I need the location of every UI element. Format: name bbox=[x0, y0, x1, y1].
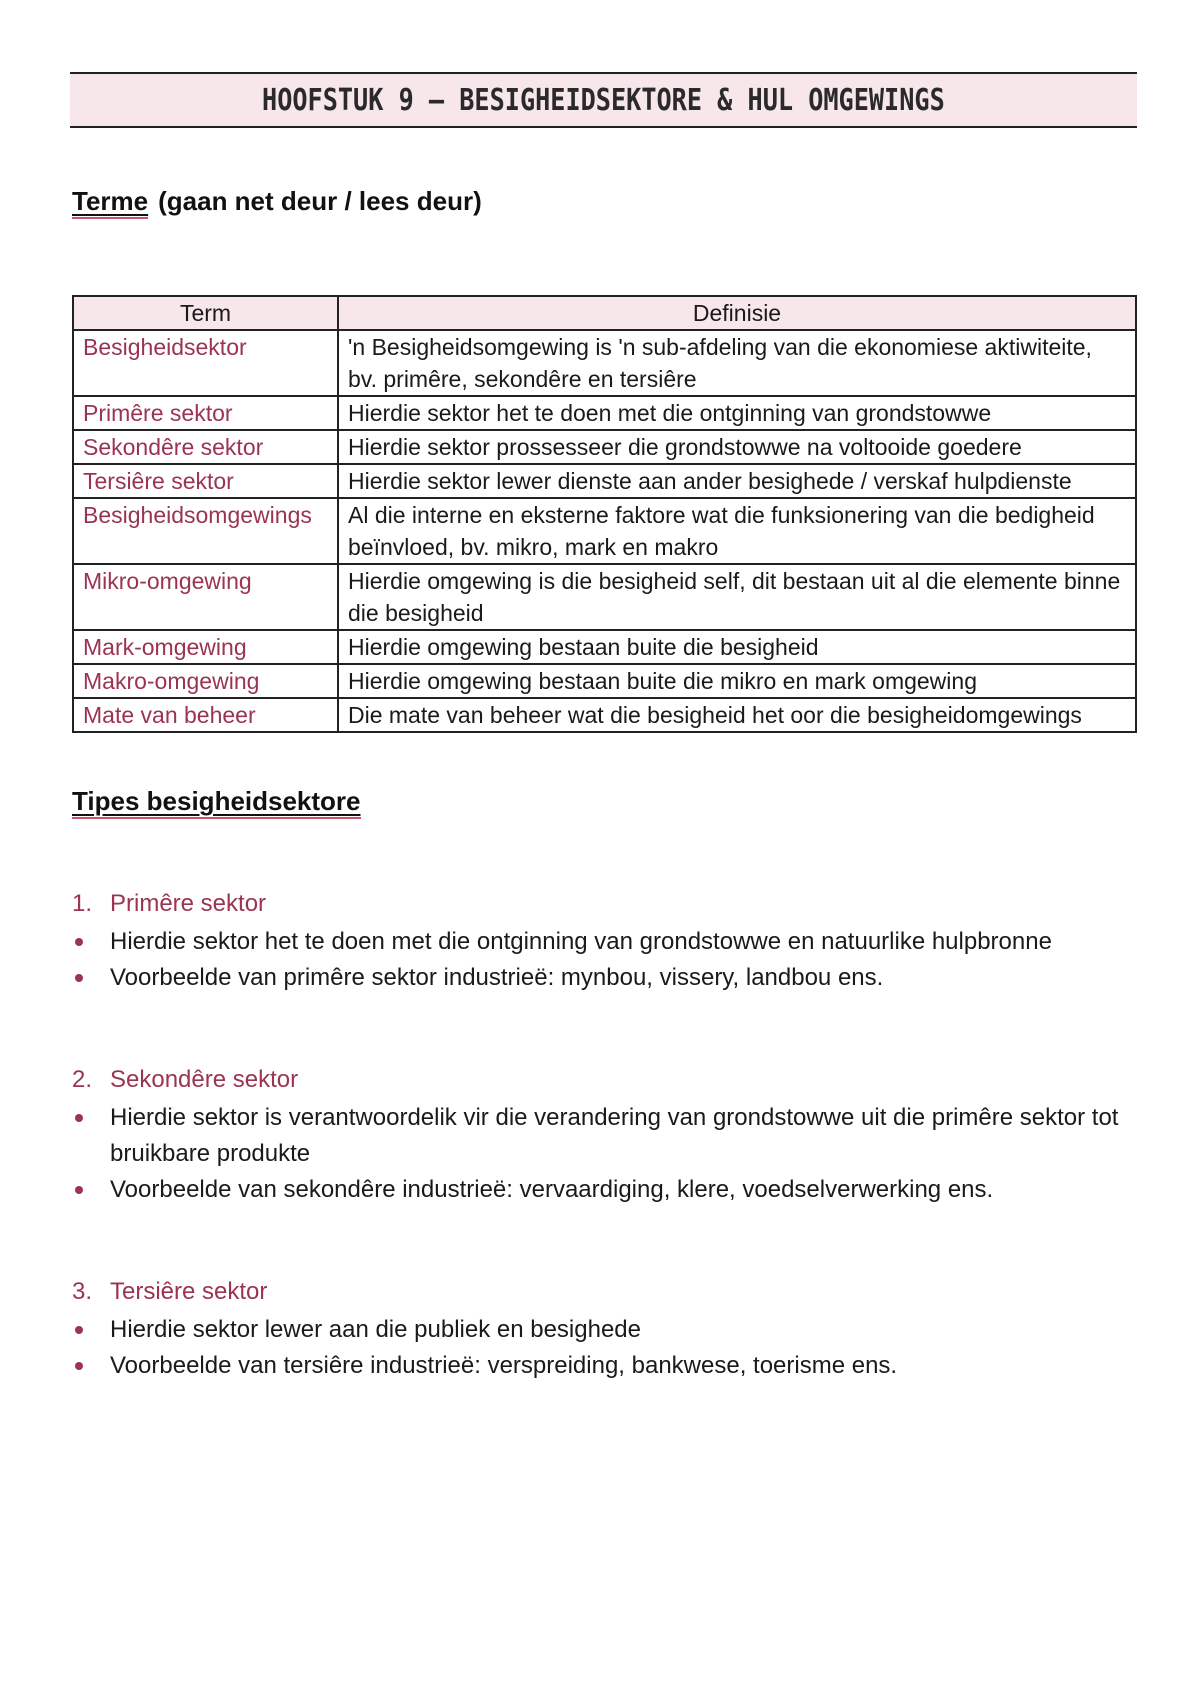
sector-title bbox=[72, 886, 1135, 922]
term-cell: Primêre sektor bbox=[73, 396, 338, 430]
table-row bbox=[73, 630, 1136, 664]
list-item bbox=[72, 1100, 1135, 1172]
sector-title bbox=[72, 1062, 1135, 1098]
terms-table bbox=[72, 295, 1137, 733]
chapter-title: HOOFSTUK 9 – BESIGHEIDSEKTORE & HUL OMGEWINGS bbox=[262, 82, 945, 118]
list-item-text: Hierdie sektor lewer aan die publiek en besighede bbox=[110, 1316, 641, 1343]
definition-cell: Hierdie sektor het te doen met die ontginning van grondstowwe bbox=[338, 396, 1136, 430]
term-cell: Mate van beheer bbox=[73, 698, 338, 732]
table-row bbox=[73, 698, 1136, 732]
types-heading bbox=[72, 786, 361, 817]
list-item bbox=[72, 960, 1135, 996]
table-row bbox=[73, 664, 1136, 698]
term-cell: Mark-omgewing bbox=[73, 630, 338, 664]
definition-cell: Al die interne en eksterne faktore wat die funksionering van die bedigheid beïnvloed, bv. mikro, mark en makro bbox=[338, 498, 1136, 564]
sector-secondary bbox=[72, 1062, 1135, 1208]
bullet-icon bbox=[75, 1114, 83, 1122]
list-item-text: Hierdie sektor het te doen met die ontginning van grondstowwe en natuurlike hulpbronne bbox=[110, 928, 1052, 955]
list-item-text: Hierdie sektor is verantwoordelik vir die verandering van grondstowwe uit die primêre sektor tot bruikbare produkte bbox=[110, 1104, 1119, 1167]
terms-table-header-term: Term bbox=[73, 296, 338, 330]
terms-heading-note: (gaan net deur / lees deur) bbox=[158, 186, 482, 216]
table-row bbox=[73, 498, 1136, 564]
table-row bbox=[73, 564, 1136, 630]
terms-table-header-definition: Definisie bbox=[338, 296, 1136, 330]
table-row bbox=[73, 464, 1136, 498]
chapter-title-banner bbox=[70, 72, 1137, 128]
bullet-icon bbox=[75, 938, 83, 946]
sector-title bbox=[72, 1274, 1135, 1310]
term-cell: Makro-omgewing bbox=[73, 664, 338, 698]
list-item-text: Voorbeelde van tersiêre industrieë: verspreiding, bankwese, toerisme ens. bbox=[110, 1352, 898, 1379]
terms-heading-label: Terme bbox=[72, 186, 148, 219]
list-item-text: Voorbeelde van primêre sektor industrieë: mynbou, vissery, landbou ens. bbox=[110, 964, 884, 991]
definition-cell: Hierdie omgewing bestaan buite die besigheid bbox=[338, 630, 1136, 664]
term-cell: Besigheidsomgewings bbox=[73, 498, 338, 564]
table-row bbox=[73, 330, 1136, 396]
table-row bbox=[73, 396, 1136, 430]
sector-bullet-list bbox=[72, 1312, 1135, 1384]
sector-number: 1. bbox=[72, 890, 93, 917]
definition-cell: Hierdie omgewing is die besigheid self, dit bestaan uit al die elemente binne die besigheid bbox=[338, 564, 1136, 630]
list-item bbox=[72, 1348, 1135, 1384]
sector-number: 3. bbox=[72, 1278, 93, 1305]
sector-title-text: Tersiêre sektor bbox=[110, 1278, 268, 1305]
list-item-text: Voorbeelde van sekondêre industrieë: vervaardiging, klere, voedselverwerking ens. bbox=[110, 1176, 994, 1203]
definition-cell: Hierdie sektor prossesseer die grondstowwe na voltooide goedere bbox=[338, 430, 1136, 464]
terms-table-header-row bbox=[73, 296, 1136, 330]
terms-heading bbox=[72, 186, 482, 217]
table-row bbox=[73, 430, 1136, 464]
definition-cell: Die mate van beheer wat die besigheid het oor die besigheidomgewings bbox=[338, 698, 1136, 732]
term-cell: Sekondêre sektor bbox=[73, 430, 338, 464]
bullet-icon bbox=[75, 974, 83, 982]
list-item bbox=[72, 924, 1135, 960]
sector-number: 2. bbox=[72, 1066, 93, 1093]
list-item bbox=[72, 1312, 1135, 1348]
term-cell: Mikro-omgewing bbox=[73, 564, 338, 630]
sector-bullet-list bbox=[72, 1100, 1135, 1208]
sector-title-text: Sekondêre sektor bbox=[110, 1066, 299, 1093]
sector-tertiary bbox=[72, 1274, 1135, 1384]
term-cell: Besigheidsektor bbox=[73, 330, 338, 396]
definition-cell: Hierdie sektor lewer dienste aan ander besighede / verskaf hulpdienste bbox=[338, 464, 1136, 498]
sector-title-text: Primêre sektor bbox=[110, 890, 267, 917]
sector-primary bbox=[72, 886, 1135, 996]
bullet-icon bbox=[75, 1186, 83, 1194]
sector-bullet-list bbox=[72, 924, 1135, 996]
list-item bbox=[72, 1172, 1135, 1208]
bullet-icon bbox=[75, 1362, 83, 1370]
types-heading-label: Tipes besigheidsektore bbox=[72, 786, 361, 819]
definition-cell: 'n Besigheidsomgewing is 'n sub-afdeling van die ekonomiese aktiwiteite, bv. primêre, sekondêre en tersiêre bbox=[338, 330, 1136, 396]
definition-cell: Hierdie omgewing bestaan buite die mikro en mark omgewing bbox=[338, 664, 1136, 698]
bullet-icon bbox=[75, 1326, 83, 1334]
term-cell: Tersiêre sektor bbox=[73, 464, 338, 498]
